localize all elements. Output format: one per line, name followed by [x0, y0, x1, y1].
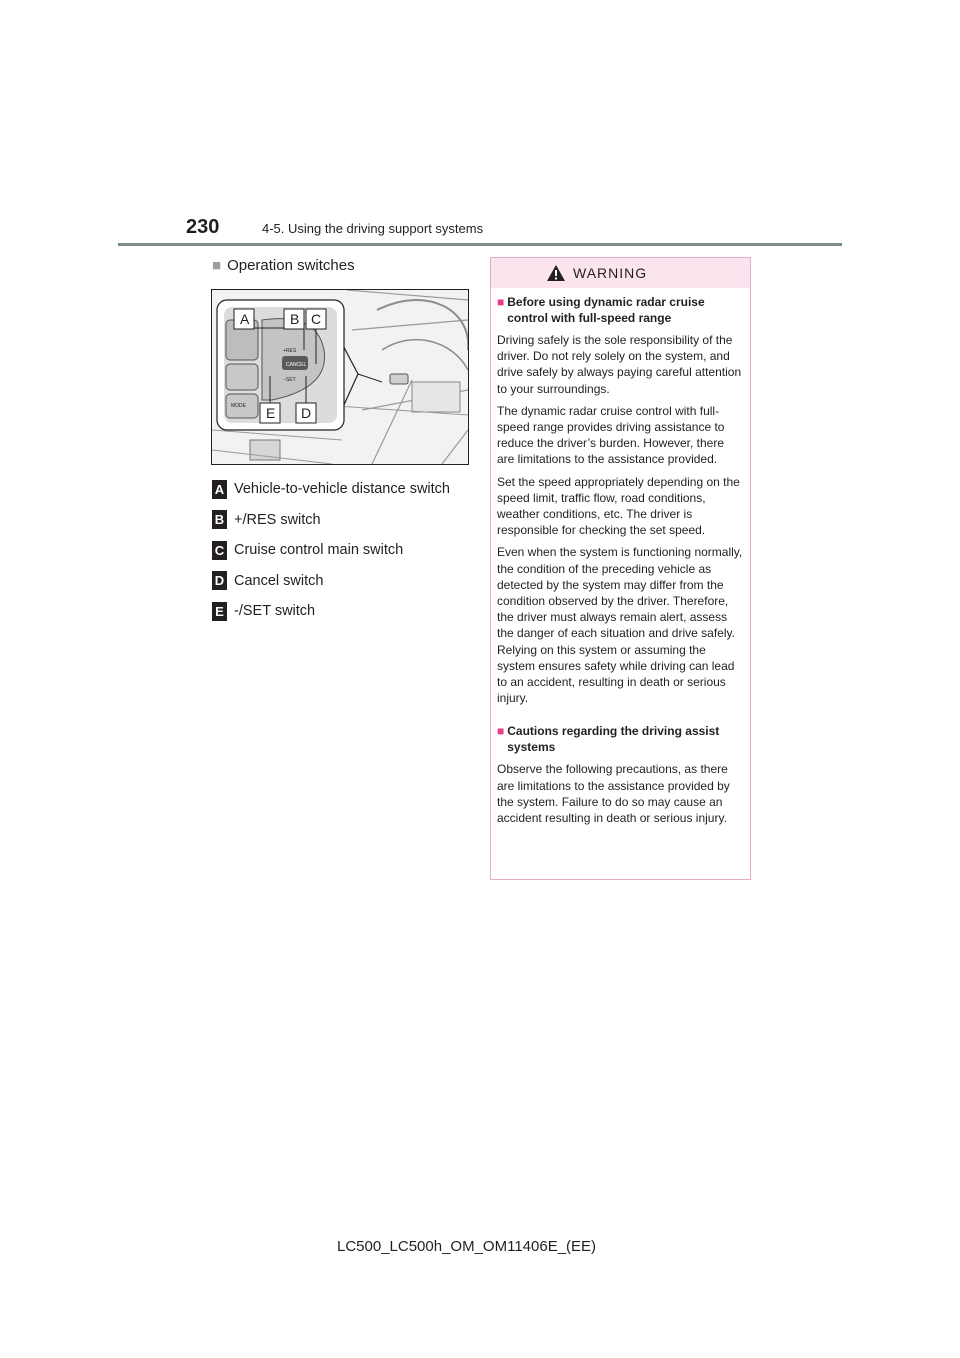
legend-letter: B	[212, 510, 227, 529]
legend-item-c	[212, 535, 472, 566]
section-title: 4-5. Using the driving support systems	[262, 221, 484, 236]
legend-text: Vehicle-to-vehicle distance switch	[234, 481, 450, 498]
warning-header	[491, 258, 750, 288]
warning-paragraph: Even when the system is functioning normally, the condition of the preceding vehicle as detected by the system may differ from the condition observed by the driver. Therefore, the driver must always remain alert, assess the danger of each situation and drive safely. Relying on this system or assuming the system ensures safety while driving can lead to an accident, resulting in death or serious injury.	[497, 545, 743, 706]
warning-body	[491, 288, 750, 826]
legend-text: Cancel switch	[234, 572, 324, 589]
operation-switches-illustration	[211, 289, 469, 465]
footer-doc-code: LC500_LC500h_OM_OM11406E_(EE)	[337, 1238, 597, 1255]
warning-subheading-text: Before using dynamic radar cruise control with full-speed range	[507, 295, 705, 325]
warning-subheading	[497, 294, 744, 326]
operation-heading	[212, 257, 355, 274]
legend-item-e	[212, 596, 472, 627]
legend-letter: C	[212, 541, 227, 560]
warning-paragraph: Observe the following precautions, as there are limitations to the assistance provided by the system. Failure to do so may cause an accident resulting in death or serious injury.	[497, 762, 730, 826]
square-bullet-icon: ■	[497, 724, 505, 739]
square-bullet-icon: ■	[497, 295, 505, 309]
legend-letter: E	[212, 602, 227, 621]
callout-a: A	[240, 311, 250, 327]
res-switch-label: +RES	[283, 348, 297, 354]
square-bullet-icon: ■	[212, 257, 222, 274]
legend-item-b	[212, 505, 472, 536]
warning-box	[490, 257, 751, 880]
callout-b: B	[290, 311, 300, 327]
header-rule	[118, 243, 842, 246]
legend-letter: A	[212, 480, 227, 499]
legend-text: +/RES switch	[234, 511, 321, 528]
switch-legend	[212, 474, 472, 627]
warning-triangle-icon	[547, 265, 565, 281]
page-number: 230	[186, 216, 220, 238]
cancel-switch-label: CANCEL	[286, 362, 307, 368]
warning-title: WARNING	[573, 265, 648, 281]
operation-heading-text: Operation switches	[227, 257, 355, 274]
mode-switch-label: MODE	[231, 403, 246, 409]
set-switch-label: −SET	[283, 377, 296, 383]
legend-letter: D	[212, 571, 227, 590]
legend-item-a	[212, 474, 472, 505]
callout-e: E	[266, 405, 276, 421]
legend-text: Cruise control main switch	[234, 542, 404, 559]
warning-paragraph: Set the speed appropriately depending on the speed limit, traffic flow, road conditions, weather conditions, etc. The driver is responsible for checking the set speed.	[497, 474, 740, 538]
legend-item-d	[212, 566, 472, 597]
callout-c: C	[311, 311, 322, 327]
warning-paragraph: Driving safely is the sole responsibility of the driver. Do not rely solely on the system, and drive safely by always paying careful attention to your surroundings.	[497, 333, 742, 396]
legend-text: -/SET switch	[234, 603, 316, 620]
warning-paragraph: The dynamic radar cruise control with full-speed range provides driving assistance to reduce the driver’s burden. However, there are limitations to the assistance provided.	[497, 403, 725, 467]
warning-subheading	[497, 723, 744, 755]
warning-subheading-text: Cautions regarding the driving assist systems	[507, 724, 720, 755]
steering-wheel-switch-diagram	[212, 290, 468, 464]
callout-d: D	[301, 405, 312, 421]
